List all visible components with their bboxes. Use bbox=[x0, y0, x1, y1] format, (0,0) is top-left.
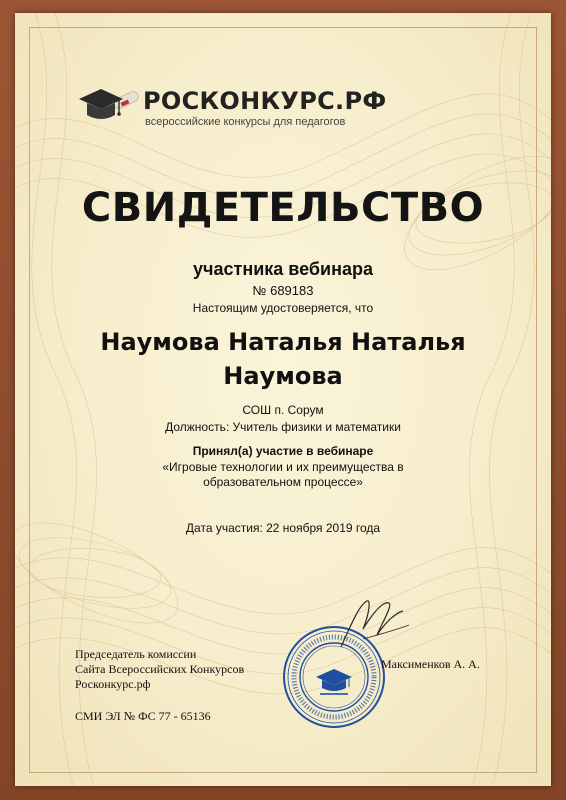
certificate-subtitle: участника вебинара bbox=[193, 259, 373, 279]
signer-name: Максименков А. А. bbox=[381, 657, 480, 671]
commission-line-2: Сайта Всероссийских Конкурсов bbox=[75, 662, 245, 676]
logo-title: РОСКОНКУРС.РФ bbox=[143, 87, 387, 115]
webinar-title: «Игровые технологии и их преимущества в образовательном процессе» bbox=[162, 460, 404, 489]
participation-date: Дата участия: 22 ноября 2019 года bbox=[185, 521, 381, 535]
job-position: Должность: Учитель физики и математики bbox=[165, 420, 401, 434]
logo bbox=[75, 81, 387, 131]
certificate-paper bbox=[15, 13, 551, 786]
participation-label: Принял(а) участие в вебинаре bbox=[192, 444, 374, 458]
commission-line-3: Росконкурс.рф bbox=[75, 677, 151, 691]
certificate-number: № 689183 bbox=[252, 283, 314, 298]
graduation-cap-diploma-icon bbox=[75, 81, 143, 131]
media-registration: СМИ ЭЛ № ФС 77 - 65136 bbox=[75, 709, 211, 723]
recipient-name: Наумова Наталья Наталья Наумова bbox=[100, 328, 466, 390]
commission-chair-block bbox=[75, 647, 244, 692]
organization: СОШ п. Сорум bbox=[242, 403, 324, 417]
handwritten-signature bbox=[333, 595, 413, 655]
certificate-title: СВИДЕТЕЛЬСТВО bbox=[81, 185, 485, 231]
certificate-intro: Настоящим удостоверяется, что bbox=[192, 301, 374, 315]
logo-subtitle: всероссийские конкурсы для педагогов bbox=[145, 116, 346, 128]
commission-line-1: Председатель комиссии bbox=[75, 647, 197, 661]
